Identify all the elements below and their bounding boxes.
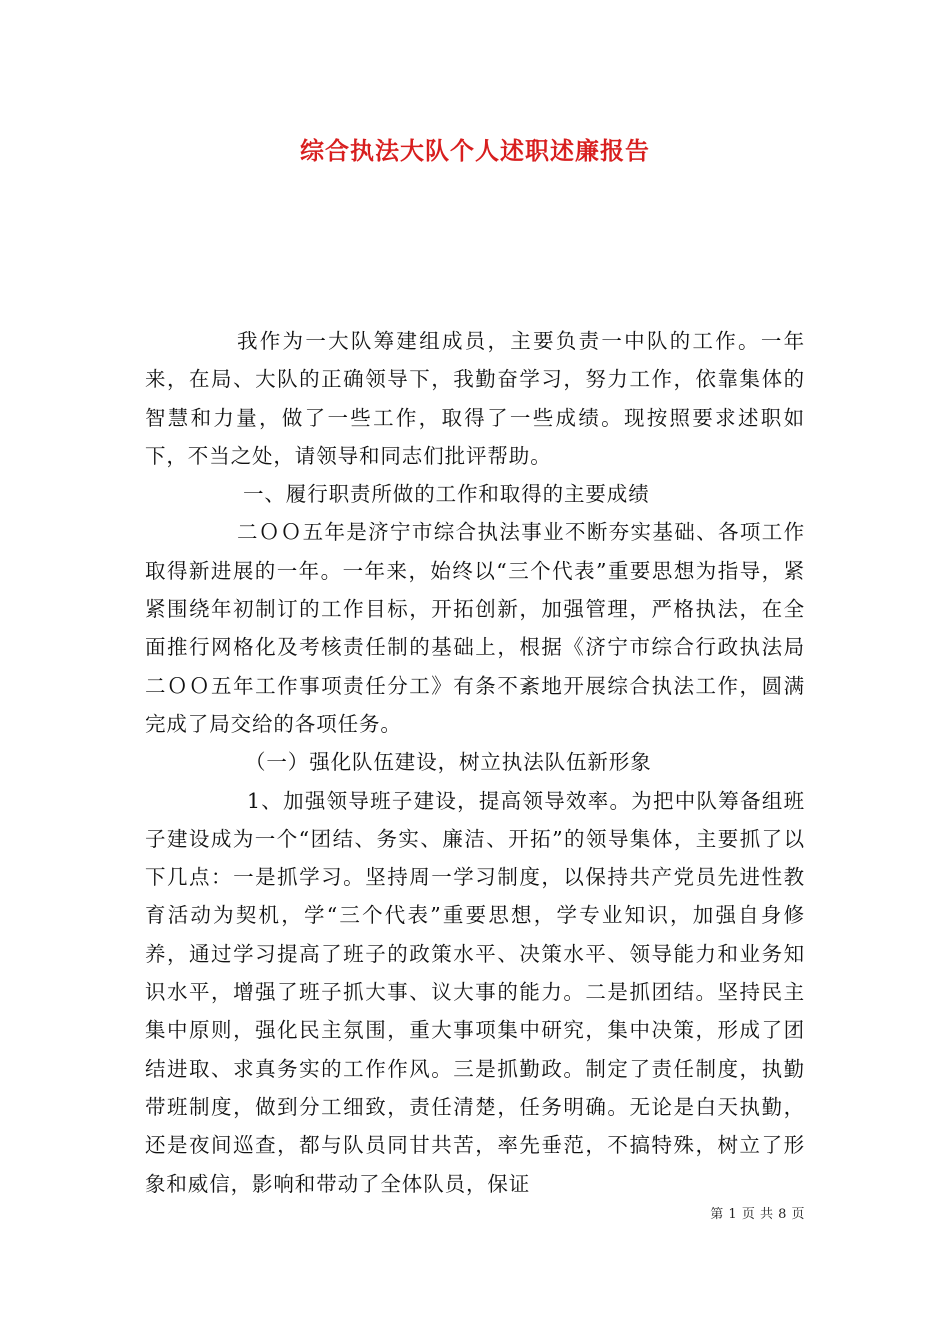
document-body [145, 322, 805, 1203]
page-number: 第 1 页 共 8 页 [710, 1207, 805, 1222]
intro-paragraph: 我作为一大队筹建组成员，主要负责一中队的工作。一年来，在局、大队的正确领导下，我勤奋学习，努力工作，依靠集体的智慧和力量，做了一些工作，取得了一些成绩。现按照要求述职如下，不当之处，请领导和同志们批评帮助。 [145, 329, 805, 468]
item-paragraph-1: 1、加强领导班子建设，提高领导效率。为把中队筹备组班子建设成为一个“团结、务实、廉洁、开拓”的领导集体，主要抓了以下几点：一是抓学习。坚持周一学习制度，以保持共产党员先进性教育活动为契机，学“三个代表”重要思想，学专业知识，加强自身修养，通过学习提高了班子的政策水平、决策水平、领导能力和业务知识水平，增强了班子抓大事、议大事的能力。二是抓团结。坚持民主集中原则，强化民主氛围，重大事项集中研究，集中决策，形成了团结进取、求真务实的工作作风。三是抓勤政。制定了责任制度，执勤带班制度，做到分工细致，责任清楚，任务明确。无论是白天执勤，还是夜间巡查，都与队员同甘共苦，率先垂范，不搞特殊，树立了形象和威信，影响和带动了全体队员，保证 [145, 788, 805, 1196]
section-heading-1: 一、履行职责所做的工作和取得的主要成绩 [243, 482, 650, 507]
subsection-heading-1: （一）强化队伍建设，树立执法队伍新形象 [245, 750, 652, 775]
document-title: 综合执法大队个人述职述廉报告 [300, 136, 650, 165]
section-paragraph: 二ＯＯ五年是济宁市综合执法事业不断夯实基础、各项工作取得新进展的一年。一年来，始终以“三个代表”重要思想为指导，紧紧围绕年初制订的工作目标，开拓创新，加强管理，严格执法，在全面推行网格化及考核责任制的基础上，根据《济宁市综合行政执法局二ＯＯ五年工作事项责任分工》有条不紊地开展综合执法工作，圆满完成了局交给的各项任务。 [145, 520, 805, 736]
